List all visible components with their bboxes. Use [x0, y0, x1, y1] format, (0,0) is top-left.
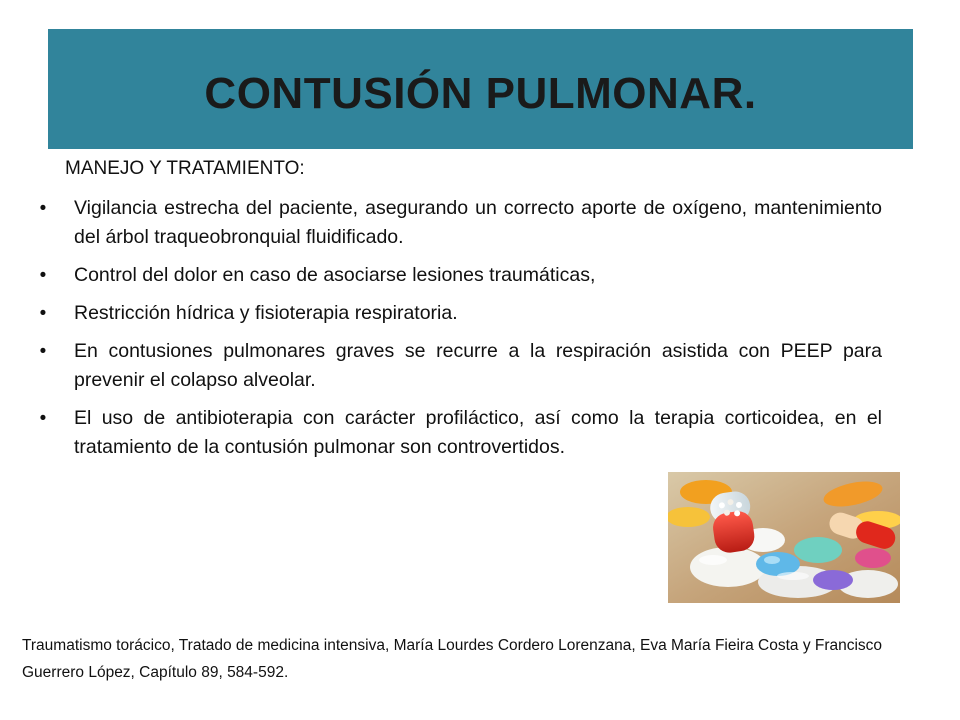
pills-photo — [668, 472, 900, 603]
bullet-icon: • — [39, 341, 47, 362]
bullet-list — [36, 194, 882, 471]
bullet-text: En contusiones pulmonares graves se recurre a la respiración asistida con PEEP para prevenir el colapso alveolar. — [74, 340, 882, 391]
bullet-text: El uso de antibioterapia con carácter profiláctico, así como la terapia corticoidea, en el tratamiento de la contusión pulmonar son controvertidos. — [74, 407, 882, 458]
bullet-item — [36, 261, 882, 290]
bullet-icon: • — [39, 303, 47, 324]
pills-illustration — [668, 472, 900, 603]
slide-title: CONTUSIÓN PULMONAR. — [204, 69, 757, 118]
bullet-icon: • — [39, 265, 47, 286]
bullet-item — [36, 337, 882, 395]
bullet-text: Control del dolor en caso de asociarse lesiones traumáticas, — [74, 264, 596, 286]
bullet-item — [36, 194, 882, 252]
reference-citation: Traumatismo torácico, Tratado de medicina intensiva, María Lourdes Cordero Lorenzana, Eva María Fieira Costa y Francisco Guerrero López, Capítulo 89, 584-592. — [22, 637, 883, 681]
title-band — [48, 29, 913, 149]
section-subtitle: MANEJO Y TRATAMIENTO: — [65, 158, 305, 179]
bullet-item — [36, 404, 882, 462]
bullet-icon: • — [39, 198, 47, 219]
bullet-text: Vigilancia estrecha del paciente, asegurando un correcto aporte de oxígeno, mantenimiento del árbol traqueobronquial fluidificado. — [74, 197, 882, 248]
bullet-text: Restricción hídrica y fisioterapia respiratoria. — [74, 302, 458, 324]
bullet-item — [36, 299, 882, 328]
bullet-icon: • — [39, 408, 47, 429]
